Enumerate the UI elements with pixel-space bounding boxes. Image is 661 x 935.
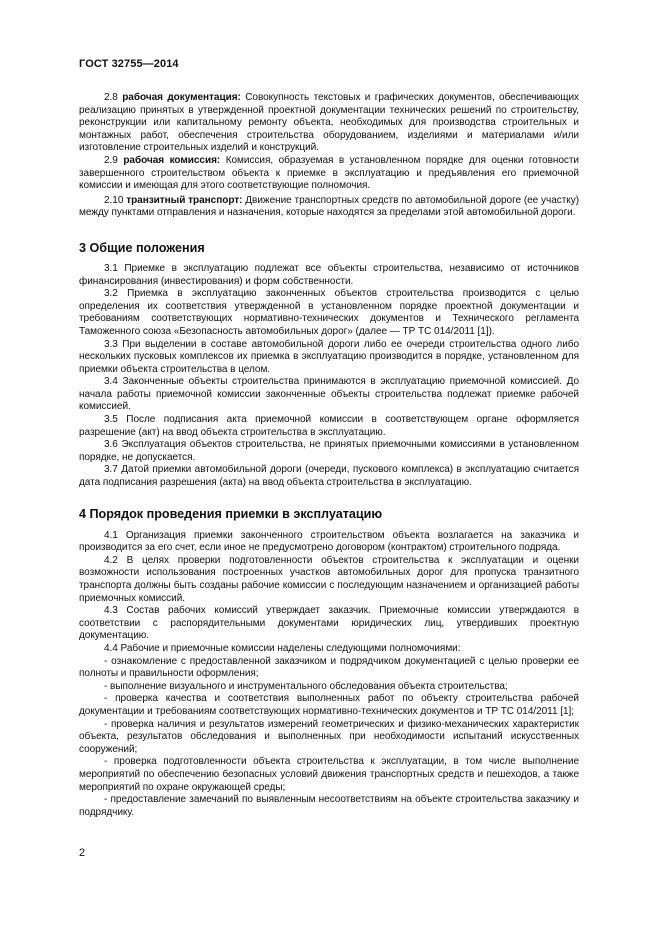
- paragraph-3-4: 3.4 Законченные объекты строительства принимаются в эксплуатацию приемочной комиссией. До начала работы приемочной комиссии законченные объекты строительства подлежат приемке рабочей комиссией.: [79, 376, 579, 413]
- standard-code: ГОСТ 32755—2014: [79, 58, 179, 70]
- definition-text: Комиссия, образуемая в установленном порядке для оценки готовности завершенного строительством объекта к приемке в эксплуатацию и предъявления его приемочной комиссии и имеющая для этого соответствующие полномочия.: [79, 154, 579, 192]
- list-item: - проверка подготовленности объекта строительства к эксплуатации, в том числе выполнение мероприятий по обеспечению безопасных условий движения транспортных средств и пешеходов, а также мероприятий по охране окружающей среды;: [79, 756, 579, 793]
- list-item: - проверка наличия и результатов измерений геометрических и физико-механических характеристик объекта, результатов обследования и выполненных при необходимости испытаний искусственных сооружений;: [79, 718, 579, 755]
- term: рабочая документация:: [122, 92, 241, 103]
- list-item: - ознакомление с предоставленной заказчиком и подрядчиком документацией с целью проверки ее полноты и правильности оформления;: [79, 655, 579, 680]
- definition-text: Движение транспортных средств по автомобильной дороге (ее участку) между пунктами отправления и назначения, которые находятся за пределами этой автомобильной дороги.: [79, 194, 579, 219]
- list-item: - предоставление замечаний по выявленным несоответствиям на объекте строительства заказчику и подрядчику.: [79, 794, 579, 818]
- paragraph-4-1: 4.1 Организация приемки законченного строительством объекта возлагается на заказчика и производится за его счет, если иное не предусмотрено договором (контрактом) строительного подряда.: [79, 529, 579, 554]
- paragraph-4-3: 4.3 Состав рабочих комиссий утверждает заказчик. Приемочные комиссии утверждаются в соответствии с распорядительными документами юридических лиц, утвердивших проектную документацию.: [79, 605, 579, 642]
- list-item: - выполнение визуального и инструментального обследования объекта строительства;: [104, 680, 508, 692]
- definition-text: Совокупность текстовых и графических документов, обеспечивающих реализацию принятых в утвержденной проектной документации технических решений по строительству, реконструкции или капитальному ремонту объекта, необходимых для производства строительных и монтажных работ, обеспечения строительства оборудованием, изделиями и материалами и/или изготовление строительных изделий и конструкций.: [79, 92, 579, 154]
- paragraph-3-7: 3.7 Датой приемки автомобильной дороги (очереди, пускового комплекса) в эксплуатацию считается дата подписания разрешения (акта) на ввод объекта строительства в эксплуатацию.: [79, 464, 579, 489]
- term: транзитный транспорт:: [126, 194, 243, 206]
- term: рабочая комиссия:: [123, 154, 221, 166]
- definition-2-10: 2.10 транзитный транспорт: Движение транспортных средств по автомобильной дороге (ее участку) между пунктами отправления и назначения, которые находятся за пределами этой автомобильной дороги.: [79, 194, 579, 219]
- paragraph-4-2: 4.2 В целях проверки подготовленности объектов строительства к эксплуатации и оценки возможности использования построенных участков автомобильных дорог для пропуска транзитного транспорта должны быть созданы рабочие комиссии с последующим назначением и организацией работы приемочных комиссий.: [79, 554, 579, 604]
- definition-2-8: 2.8 рабочая документация: Совокупность текстовых и графических документов, обеспечивающих реализацию принятых в утвержденной проектной документации технических решений по строительству, реконструкции или капитальному ремонту объекта, необходимых для производства строительных и монтажных работ, обеспечения строительства оборудованием, изделиями и материалами и/или изготовление строительных изделий и конструкций.: [79, 92, 579, 154]
- paragraph-3-1: 3.1 Приемке в эксплуатацию подлежат все объекты строительства, независимо от источников финансирования (инвестирования) и форм собственности.: [79, 262, 579, 287]
- paragraph-4-4: 4.4 Рабочие и приемочные комиссии наделены следующими полномочиями:: [104, 642, 461, 654]
- list-item: - проверка качества и соответствия выполненных работ по объекту строительства рабочей документации и требованиям соответствующих нормативно-технических документов и ТР ТС 014/2011 [1];: [79, 693, 579, 717]
- paragraph-3-5: 3.5 После подписания акта приемочной комиссии в соответствующем органе оформляется разрешение (акт) на ввод объекта строительства в эксплуатацию.: [79, 414, 579, 438]
- page-number: 2: [79, 847, 86, 859]
- page-content: [79, 92, 579, 819]
- paragraph-3-3: 3.3 При выделении в составе автомобильной дороги либо ее очереди строительства одного либо нескольких пусковых комплексов их приемка в эксплуатацию производится в порядке, установленном для приемки объекта строительства в целом.: [79, 338, 579, 375]
- section-3-heading: 3 Общие положения: [79, 240, 205, 255]
- definition-2-9: 2.9 рабочая комиссия: Комиссия, образуемая в установленном порядке для оценки готовности завершенного строительством объекта к приемке в эксплуатацию и предъявления его приемочной комиссии и имеющая для этого соответствующие полномочия.: [79, 154, 579, 192]
- paragraph-3-6: 3.6 Эксплуатация объектов строительства, не принятых приемочными комиссиями в установленном порядке, не допускается.: [79, 439, 579, 463]
- section-4-heading: 4 Порядок проведения приемки в эксплуатацию: [79, 506, 383, 521]
- paragraph-3-2: 3.2 Приемка в эксплуатацию законченных объектов строительства производится с целью определения их соответствия утвержденной в установленном порядке проектной документации и требованиям соответствующих нормативно-технических документов и Технического регламента Таможенного союза «Безопасность автомобильных дорог» (далее — ТР ТС 014/2011 [1]).: [79, 288, 579, 337]
